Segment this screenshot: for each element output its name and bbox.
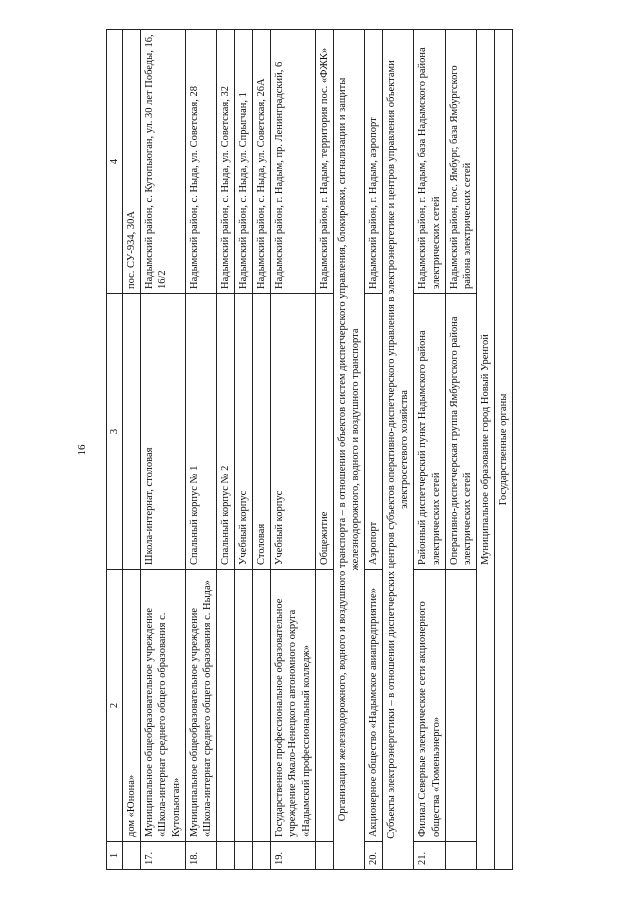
object-cell [123, 294, 141, 570]
table-row [253, 30, 271, 870]
address-cell: Надымский район, с. Ныда, ул. Советская, 26А [253, 30, 271, 294]
table-row [235, 30, 253, 870]
row-number [123, 842, 141, 870]
table-body [123, 30, 513, 870]
organization-cell: Муниципальное общеобразовательное учреждение «Школа-интернат среднего общего образования с. Кутопьюган» [141, 570, 185, 842]
row-number [253, 842, 271, 870]
row-number: 19. [271, 842, 315, 870]
organization-cell [235, 570, 253, 842]
page-number: 16 [76, 444, 88, 456]
row-number [216, 842, 234, 870]
organization-cell [315, 570, 333, 842]
section-heading: Организации железнодорожного, водного и воздушного транспорта – в отношении объектов систем диспетчерского управления, блокировки, сигнализации и защиты железнодорожного, водного и воздушного транспорта [333, 30, 364, 870]
address-cell: Надымский район, пос. Ямбург, база Ямбургского района электрических сетей [445, 30, 476, 294]
address-cell: Надымский район, г. Надым, база Надымского района электрических сетей [414, 30, 445, 294]
table-row [123, 30, 141, 870]
section-row [333, 30, 364, 870]
row-number [315, 842, 333, 870]
organization-cell [253, 570, 271, 842]
table-row [141, 30, 185, 870]
object-cell: Столовая [253, 294, 271, 570]
address-cell: Надымский район, г. Надым, аэропорт [365, 30, 383, 294]
organization-cell: Акционерное общество «Надымское авиапредприятие» [365, 570, 383, 842]
table-row [414, 30, 445, 870]
row-number: 18. [185, 842, 216, 870]
object-cell: Учебный корпус [271, 294, 315, 570]
row-number [445, 842, 476, 870]
object-cell: Школа-интернат, столовая [141, 294, 185, 570]
section-heading: Муниципальное образование город Новый Уренгой [476, 30, 494, 870]
section-heading: Субъекты электроэнергетики – в отношении диспетчерских центров субъектов оперативно-диспетчерского управления в электроэнергетике и центров управления объектами электросетевого хозяйства [383, 30, 414, 870]
organization-cell: Муниципальное общеобразовательное учреждение «Школа-интернат среднего общего образования с. Ныда» [185, 570, 216, 842]
section-heading: Государственные органы [495, 30, 513, 870]
row-number: 20. [365, 842, 383, 870]
row-number [235, 842, 253, 870]
header-row [107, 30, 123, 870]
object-cell: Спальный корпус № 2 [216, 294, 234, 570]
table-row [271, 30, 315, 870]
table-row [315, 30, 333, 870]
section-row [383, 30, 414, 870]
row-number: 17. [141, 842, 185, 870]
object-cell: Учебный корпус [235, 294, 253, 570]
rotated-page [58, 20, 558, 880]
table-row [365, 30, 383, 870]
header-col-4: 4 [107, 30, 123, 294]
header-col-3: 3 [107, 294, 123, 570]
row-number: 21. [414, 842, 445, 870]
header-col-1: 1 [107, 842, 123, 870]
address-cell: Надымский район, с. Ныда, ул. Спрыгчан, 1 [235, 30, 253, 294]
address-cell: Надымский район, с. Кутопьюган, ул. 30 лет Победы, 16, 16/2 [141, 30, 185, 294]
section-row [495, 30, 513, 870]
object-cell: Общежитие [315, 294, 333, 570]
objects-table [106, 29, 513, 870]
table-row [445, 30, 476, 870]
table-row [185, 30, 216, 870]
header-col-2: 2 [107, 570, 123, 842]
section-row [476, 30, 494, 870]
address-cell: Надымский район, с. Ныда, ул. Советская, 32 [216, 30, 234, 294]
object-cell: Аэропорт [365, 294, 383, 570]
table-row [216, 30, 234, 870]
address-cell: Надымский район, с. Ныда, ул. Советская, 28 [185, 30, 216, 294]
address-cell: Надымский район, г. Надым, пр. Ленинградский, 6 [271, 30, 315, 294]
organization-cell [445, 570, 476, 842]
organization-cell: дом «Юнона» [123, 570, 141, 842]
organization-cell: Государственное профессиональное образовательное учреждение Ямало-Ненецкого автономного округа «Надымский профессиональный колледж» [271, 570, 315, 842]
address-cell: Надымский район, г. Надым, территория пос. «ФЖК» [315, 30, 333, 294]
address-cell: пос. СУ-934, 30А [123, 30, 141, 294]
object-cell: Районный диспетчерский пункт Надымского района электрических сетей [414, 294, 445, 570]
organization-cell: Филиал Северные электрические сети акционерного общества «Тюменьэнерго» [414, 570, 445, 842]
organization-cell [216, 570, 234, 842]
object-cell: Спальный корпус № 1 [185, 294, 216, 570]
object-cell: Оперативно-диспетчерская группа Ямбургского района электрических сетей [445, 294, 476, 570]
